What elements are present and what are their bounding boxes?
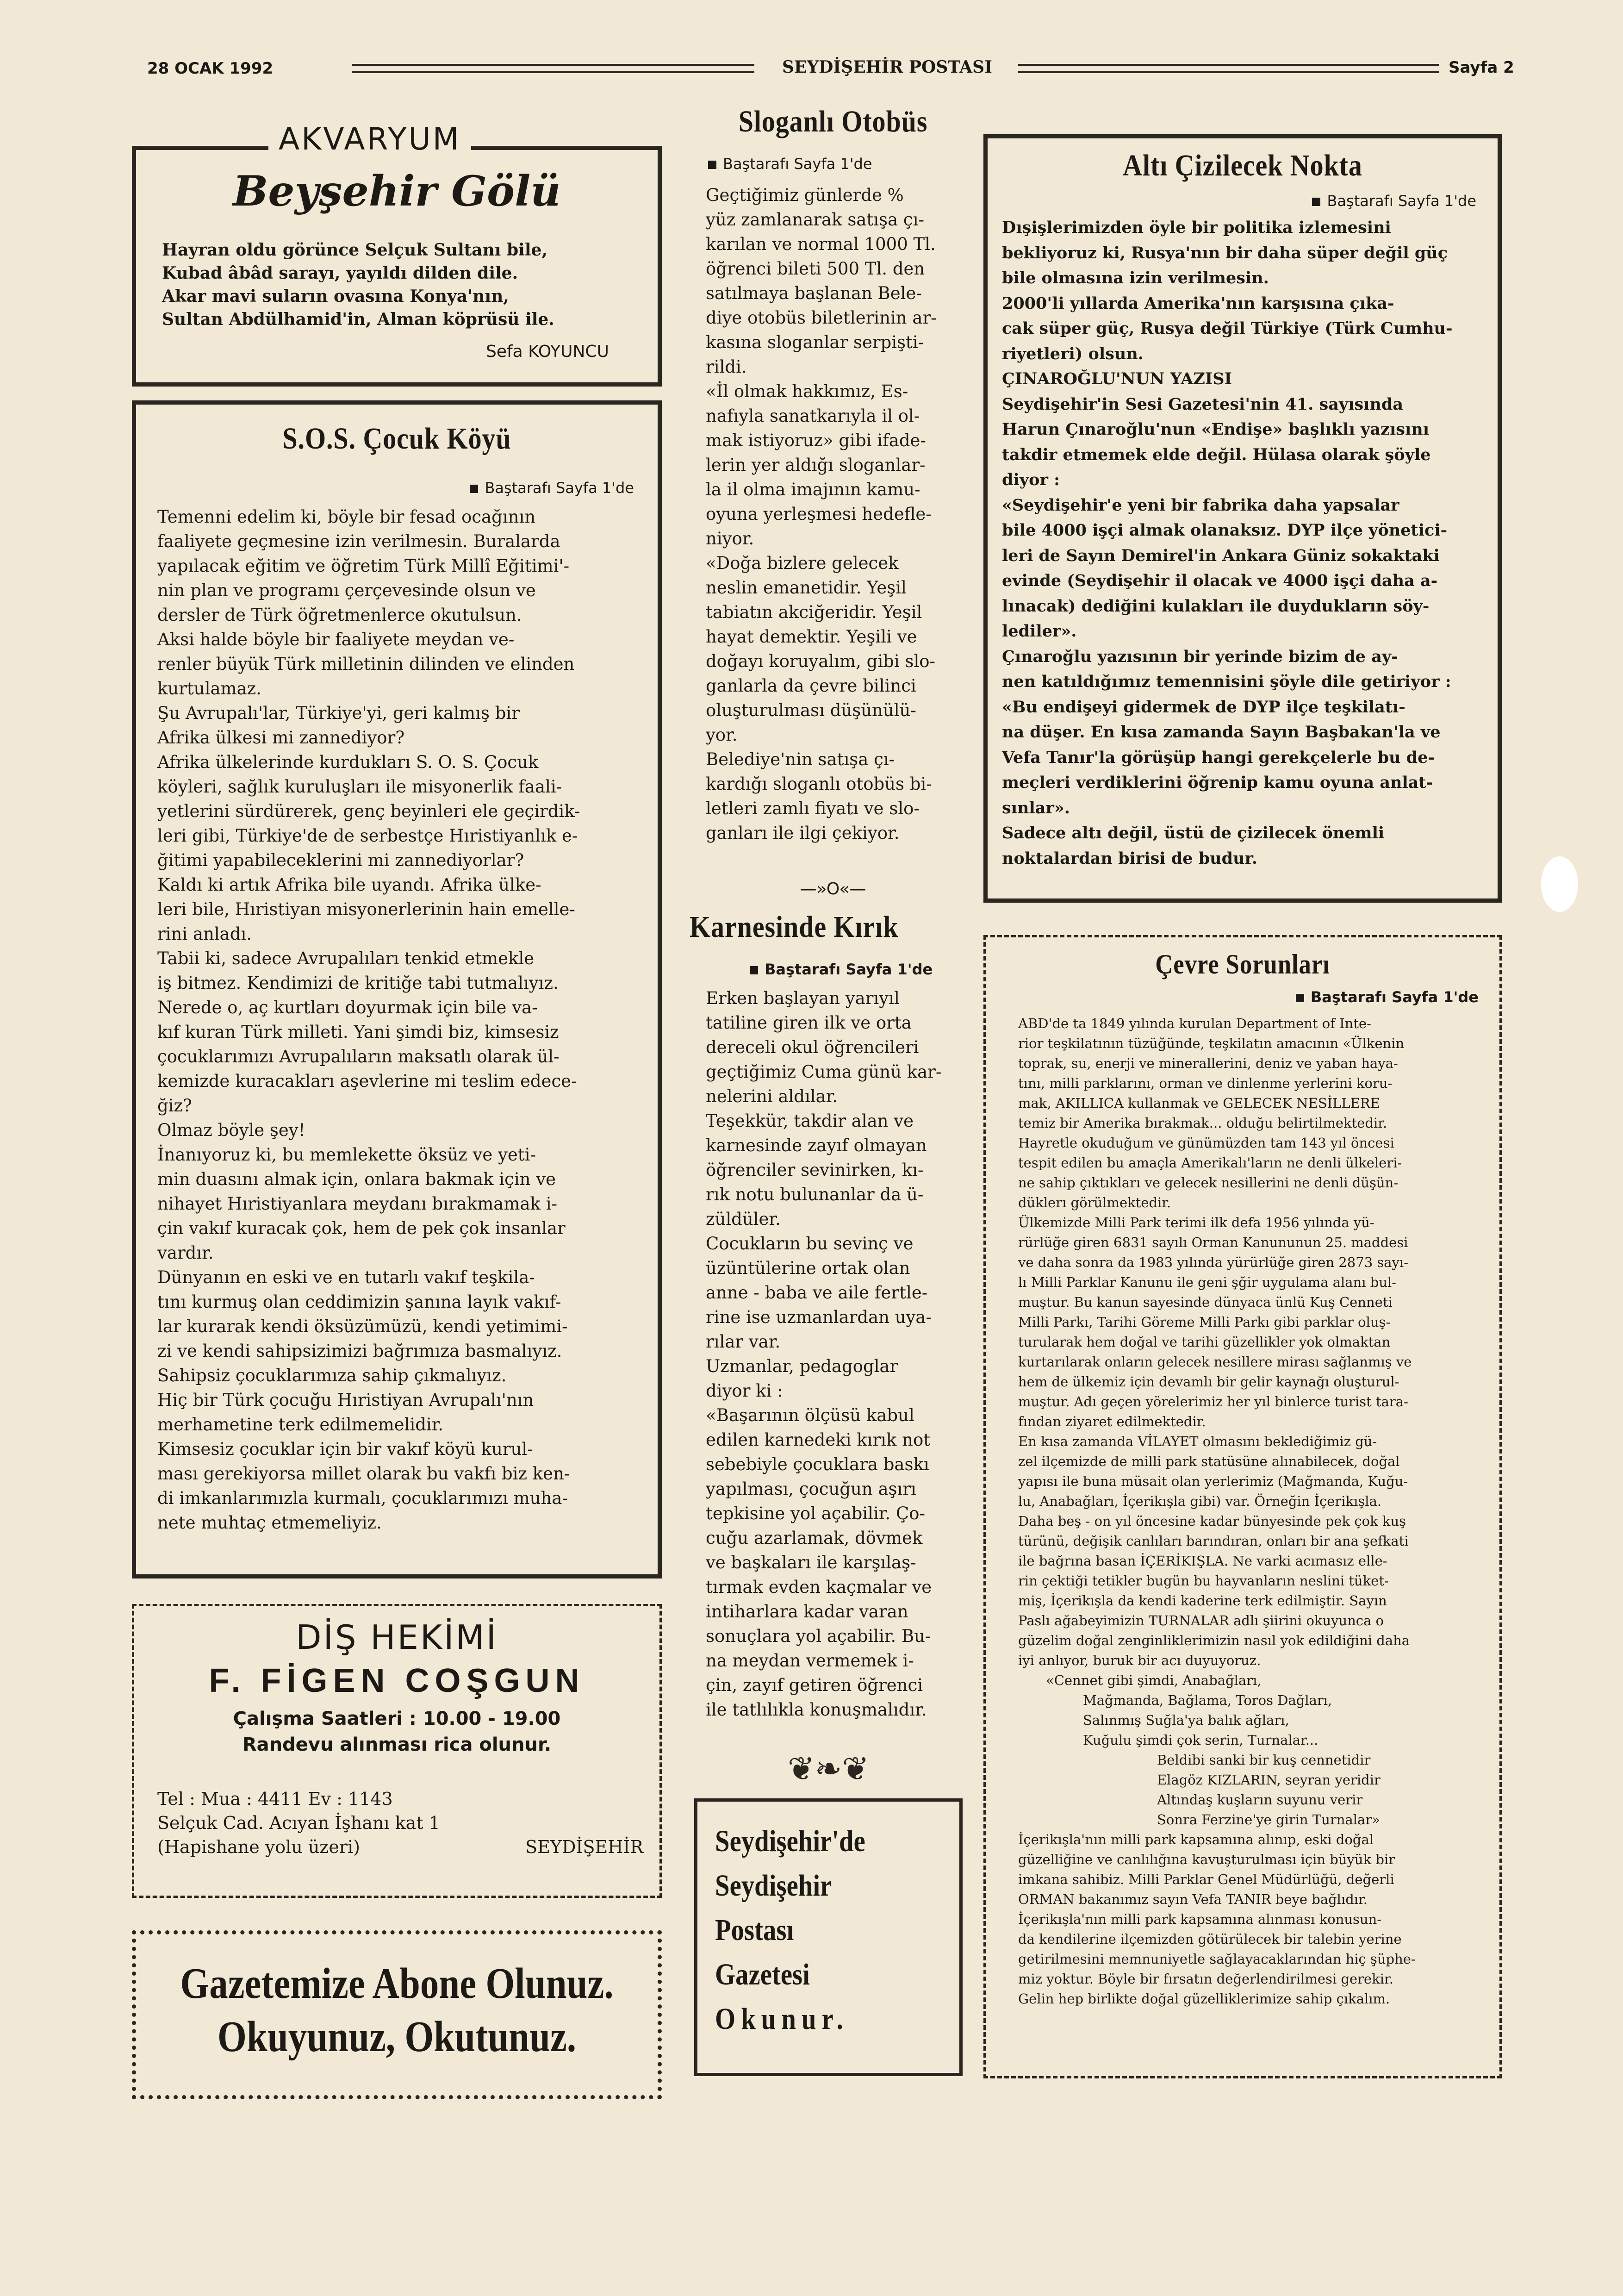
street-address: Selçuk Cad. Acıyan İşhanı kat 1 — [157, 1813, 440, 1833]
text-line: Çınaroğlu yazısının bir yerinde bizim de ay- — [1002, 647, 1398, 666]
text-line: ORMAN bakanımız sayın Vefa TANIR beye bağlıdır. — [1018, 1891, 1368, 1907]
text-line: dereceli okul öğrencileri — [706, 1037, 919, 1057]
text-line: nihayet Hıristiyanlara meydanı bırakmamak i- — [157, 1194, 558, 1214]
text-line: intiharlara kadar varan — [706, 1602, 908, 1622]
text-line: rürlüğe giren 6831 sayılı Orman Kanununun 25. maddesi — [1018, 1235, 1408, 1250]
text-line: ğiz? — [157, 1096, 192, 1116]
address-note-row — [157, 1835, 643, 1859]
poem-line: Sultan Abdülhamid'in, Alman köprüsü ile. — [162, 310, 554, 329]
poem-line: Kuğulu şimdi çok serin, Turnalar... — [1083, 1732, 1318, 1748]
text-line: yor. — [706, 725, 738, 745]
text-line: nelerini aldılar. — [706, 1086, 838, 1106]
text-line: bile olmasına izin verilmesin. — [1002, 268, 1269, 287]
poem-line: Hayran oldu görünce Selçuk Sultanı bile, — [162, 240, 547, 260]
text-line: Vefa Tanır'la görüşüp hangi gerekçelerle bu de- — [1002, 748, 1435, 767]
text-line: «İl olmak hakkımız, Es- — [706, 381, 908, 401]
text-line: İnanıyoruz ki, bu memlekette öksüz ve yeti- — [157, 1145, 536, 1165]
text-line: kemizde kuracakları aşevlerine mi teslim edece- — [157, 1071, 577, 1091]
text-line: Şu Avrupalı'lar, Türkiye'yi, geri kalmış bir — [157, 703, 520, 723]
text-line: Milli Parkı, Tarihi Göreme Milli Parkı gibi parklar oluş- — [1018, 1314, 1391, 1330]
text-line: oluşturulması düşünülü- — [706, 700, 916, 720]
text-line: ABD'de ta 1849 yılında kurulan Department of Inte- — [1018, 1016, 1371, 1031]
text-line: nete muhtaç etmemeliyiz. — [157, 1513, 382, 1533]
text-line: öğrenciler sevinirken, kı- — [706, 1160, 924, 1180]
text-line: lerin yer aldığı sloganlar- — [706, 455, 926, 475]
issue-date: 28 OCAK 1992 — [147, 59, 274, 78]
text-line: rılar var. — [706, 1332, 781, 1352]
text-line: ğitimi yapabileceklerini mi zannediyorlar? — [157, 850, 524, 870]
address-note: (Hapishane yolu üzeri) — [157, 1837, 360, 1857]
text-line: rine ise uzmanlardan uya- — [706, 1307, 932, 1327]
text-line: toprak, su, enerji ve minerallerini, deniz ve yaban haya- — [1018, 1055, 1398, 1071]
text-line: «Başarının ölçüsü kabul — [706, 1405, 914, 1425]
text-line: «Doğa bizlere gelecek — [706, 553, 899, 573]
text-line: Nerede o, aç kurtları doyurmak için bile va- — [157, 998, 538, 1017]
text-line: leri gibi, Türkiye'de de serbestçe Hıristiyanlık e- — [157, 826, 578, 846]
text-line: edilen karnedeki kırık not — [706, 1430, 931, 1450]
dentist-name: F. FİGEN COŞGUN — [209, 1662, 585, 1699]
text-line: muştur. Bu kanun sayesinde dünyaca ünlü Kuş Cenneti — [1018, 1294, 1393, 1310]
dentist-hours — [139, 1706, 655, 1758]
text-line: takdir etmemek elde değil. Hülasa olarak şöyle — [1002, 445, 1431, 464]
ornament-icon: ❦❧❦ — [788, 1750, 869, 1788]
dentist-contact — [157, 1787, 643, 1859]
text-line: diyor : — [1002, 470, 1060, 489]
text-line: ile tatlılıkla konuşmalıdır. — [706, 1700, 927, 1720]
text-line: bekliyoruz ki, Rusya'nın bir daha süper değil güç — [1002, 243, 1448, 262]
text-line: güzelliğine ve canlılığına kavuşturulması için büyük bir — [1018, 1852, 1395, 1867]
text-line: yüz zamlanarak satışa çı- — [706, 210, 924, 230]
text-line: rık notu bulunanlar da ü- — [706, 1185, 924, 1204]
cevre-continuation-ref: Baştarafı Sayfa 1'de — [1240, 988, 1479, 1006]
text-line: çin, zayıf getiren öğrenci — [706, 1675, 923, 1695]
text-line: yapılacak eğitim ve öğretim Türk Millî Eğitimi'- — [157, 556, 570, 576]
text-line: noktalardan birisi de budur. — [1002, 849, 1257, 868]
text-line: zel ilçemizde de milli park statüsüne alınabilecek, doğal — [1018, 1454, 1400, 1469]
text-line: türünü, değişik canlıları barındıran, onları bir ana şefkati — [1018, 1533, 1409, 1549]
dentist-title: DİŞ HEKİMİ — [296, 1618, 498, 1657]
text-line: lu, Anabağları, İçerikışla gibi) var. Örneğin İçerikışla. — [1018, 1493, 1382, 1509]
akvaryum-label: AKVARYUM — [268, 121, 471, 157]
text-line: iş bitmez. Kendimizi de kritiğe tabi tutmalıyız. — [157, 973, 559, 993]
square-bullet-icon — [1296, 994, 1304, 1002]
sos-continuation-ref: Baştarafı Sayfa 1'de — [417, 479, 634, 497]
otobus-continuation-ref: Baştarafı Sayfa 1'de — [708, 155, 949, 173]
poem-line: Altındaş kuşların suyunu verir — [1157, 1792, 1363, 1808]
text-line: köyleri, sağlık kuruluşları ile misyonerlik faali- — [157, 777, 562, 797]
phone-numbers: Tel : Mua : 4411 Ev : 1143 — [157, 1789, 393, 1809]
text-line: kurtarılarak onların gelecek nesillere mirası sağlanmış ve — [1018, 1354, 1412, 1370]
appointment-note: Randevu alınması rica olunur. — [242, 1734, 552, 1755]
text-line: Teşekkür, takdir alan ve — [706, 1111, 914, 1131]
newspaper-name: SEYDİŞEHİR POSTASI — [782, 57, 992, 77]
text-line: düklerı görülmektedir. — [1018, 1195, 1171, 1210]
text-line: turularak hem doğal ve tarihi güzellikler yok olmaktan — [1018, 1334, 1391, 1350]
text-line: rildi. — [706, 357, 747, 377]
otobus-article-body — [706, 183, 963, 845]
text-line: miz yoktur. Böyle bir fırsatın değerlendirilmesi gerekir. — [1018, 1971, 1393, 1987]
cevre-article-body — [1018, 1014, 1486, 2009]
poem-line: Elagöz KIZLARIN, seyran yeridir — [1157, 1772, 1380, 1788]
text-line: «Seydişehir'e yeni bir fabrika daha yapsalar — [1002, 495, 1399, 515]
text-line: çin vakıf kuracak çok, hem de pek çok insanlar — [157, 1218, 566, 1238]
square-bullet-icon — [750, 966, 758, 974]
cevre-headline: Çevre Sorunları — [1155, 949, 1330, 980]
text-line: tabiatın akciğeridir. Yeşil — [706, 602, 922, 622]
text-line: rini anladı. — [157, 924, 252, 944]
text-line: diye otobüs biletlerinin ar- — [706, 308, 937, 328]
text-line: yetlerini sürdürerek, genç beyinleri ele geçirdik- — [157, 801, 580, 821]
text-line: anne - baba ve aile fertle- — [706, 1283, 928, 1303]
promo-line: Seydişehir'de — [715, 1824, 865, 1858]
text-line: tırmak evden kaçmalar ve — [706, 1577, 932, 1597]
subscribe-line-1: Gazetemize Abone Olunuz. — [180, 1959, 614, 2008]
text-line: kardığı sloganlı otobüs bi- — [706, 774, 932, 794]
text-line: cak süper güç, Rusya değil Türkiye (Türk Cumhu- — [1002, 319, 1453, 338]
text-line: Dışişlerimizden öyle bir politika izlemesini — [1002, 218, 1391, 237]
page-number: Sayfa 2 — [1449, 58, 1514, 77]
text-line: dersler de Türk öğretmenlerce okutulsun. — [157, 605, 522, 625]
poem-title: Beyşehir Gölü — [233, 167, 561, 216]
text-line: zi ve kendi sahipsizimizi bağrımıza basmalıyız. — [157, 1341, 562, 1361]
text-line: ile bağrına basan İÇERİKIŞLA. Ne varki acımasız elle- — [1018, 1553, 1387, 1569]
text-line: Sadece altı değil, üstü de çizilecek önemli — [1002, 824, 1385, 842]
text-line: letleri zamlı fiyatı ve slo- — [706, 799, 920, 818]
text-line: çocuklarımızı Avrupalıların maksatlı olarak ül- — [157, 1047, 560, 1067]
text-line: leri bile, Hıristiyan misyonerlerinin hain emelle- — [157, 899, 575, 919]
text-line: Hiç bir Türk çocuğu Hıristiyan Avrupalı'nın — [157, 1390, 534, 1410]
text-line: bile 4000 işçi almak olanaksız. DYP ilçe yönetici- — [1002, 521, 1448, 540]
text-line: muştur. Adı geçen yörelerimiz her yıl binlerce turist tara- — [1018, 1394, 1408, 1410]
cizilecek-continuation-ref: Baştarafı Sayfa 1'de — [1240, 192, 1476, 210]
text-line: ganlarla da çevre bilinci — [706, 676, 916, 696]
text-line: sınlar». — [1002, 798, 1070, 817]
text-line: karnesinde zayıf olmayan — [706, 1136, 927, 1155]
text-line: ve başkaları ile karşılaş- — [706, 1553, 916, 1572]
text-line: mak, AKILLICA kullanmak ve GELECEK NESİLLERE — [1018, 1095, 1380, 1111]
text-line: yapısı ile buna müsait olan yerlerimiz (Mağmanda, Kuğu- — [1018, 1473, 1408, 1489]
text-line: imkana sahibiz. Milli Parklar Genel Müdürlüğü, değerli — [1018, 1872, 1394, 1887]
text-line: Geçtiğimiz günlerde % — [706, 185, 904, 205]
text-line: miş, İçerikışla da kendi kaderine terk edilmiştir. Sayın — [1018, 1593, 1387, 1609]
text-line: cuğu azarlamak, dövmek — [706, 1528, 923, 1548]
text-line: tespit edilen bu amaçla Amerikalı'ların ne denli ülkeleri- — [1018, 1155, 1402, 1171]
text-line: kıf kuran Türk milleti. Yani şimdi biz, kimsesiz — [157, 1022, 559, 1042]
promo-line: Seydişehir — [715, 1869, 832, 1903]
text-line: neslin emanetidir. Yeşil — [706, 578, 907, 598]
promo-text — [715, 1819, 922, 2041]
text-line: tını, milli parklarını, orman ve dinlenme yerlerini koru- — [1018, 1075, 1393, 1091]
poem-line: Akar mavi suların ovasına Konya'nın, — [162, 287, 509, 306]
text-line: Erken başlayan yarıyıl — [706, 988, 900, 1008]
text-line: faaliyete geçmesine izin verilmesin. Buralarda — [157, 531, 560, 551]
text-line: niyor. — [706, 529, 754, 549]
text-line: İçerikışla'nın milli park kapsamına alınması konusun- — [1018, 1911, 1382, 1927]
text-line: evinde (Seydişehir il olacak ve 4000 işçi daha a- — [1002, 571, 1438, 590]
text-line: İçerikışla'nın milli park kapsamına alınıp, eski doğal — [1018, 1832, 1374, 1847]
text-line: Hayretle okuduğum ve günümüzden tam 143 yıl öncesi — [1018, 1135, 1394, 1151]
text-line: di imkanlarımızla kurmalı, çocuklarımızı muha- — [157, 1488, 568, 1508]
sos-headline: S.O.S. Çocuk Köyü — [282, 422, 511, 455]
text-line: mak istiyoruz» gibi ifade- — [706, 430, 926, 450]
text-line: satılmaya başlanan Bele- — [706, 283, 922, 303]
text-line: sonuçlara yol açabilir. Bu- — [706, 1626, 931, 1646]
text-line: na meydan vermemek i- — [706, 1651, 914, 1671]
text-line: «Bu endişeyi gidermek de DYP ilçe teşkilatı- — [1002, 697, 1405, 717]
karne-continuation-ref: Baştarafı Sayfa 1'de — [750, 961, 967, 978]
text-line: Daha beş - on yıl öncesine kadar bünyesinde pek çok kuş — [1018, 1513, 1406, 1529]
text-line: Afrika ülkelerinde kurdukları S. O. S. Çocuk — [157, 752, 539, 772]
poem-author: Sefa KOYUNCU — [486, 342, 609, 361]
text-line: hayat demektir. Yeşili ve — [706, 627, 917, 647]
karne-headline: Karnesinde Kırık — [690, 910, 899, 944]
text-line: diyor ki : — [706, 1381, 783, 1401]
text-line: riyetleri) olsun. — [1002, 344, 1144, 363]
text-line: da kendilerine ilçemizden götürülecek bir talebin yerine — [1018, 1931, 1402, 1947]
header-rule-right — [1018, 64, 1439, 73]
text-line: fından ziyaret edilmektedir. — [1018, 1414, 1206, 1429]
text-line: kurtulamaz. — [157, 679, 261, 699]
text-line: güzelim doğal zenginliklerimizin nasıl yok edildiğini daha — [1018, 1633, 1410, 1648]
poem-line: Beldibi sanki bir kuş cennetidir — [1157, 1752, 1371, 1768]
text-line: karılan ve normal 1000 Tl. — [706, 234, 936, 254]
text-line: Dünyanın en eski ve en tutarlı vakıf teşkila- — [157, 1267, 535, 1287]
text-line: Sahipsiz çocuklarımıza sahip çıkmalıyız. — [157, 1366, 507, 1385]
text-line: ve daha sonra da 1983 yılında yürürlüğe giren 2873 sayı- — [1018, 1254, 1409, 1270]
scan-artifact — [1541, 856, 1578, 912]
text-line: sebebiyle çocuklara baskı — [706, 1454, 929, 1474]
working-hours: Çalışma Saatleri : 10.00 - 19.00 — [233, 1708, 561, 1729]
text-line: tepkisine yol açabilir. Ço- — [706, 1504, 926, 1523]
text-line: nen katıldığımız temennisini şöyle dile getiriyor : — [1002, 672, 1451, 691]
text-line: lınacak) dediğini kulakları ile duydukların söy- — [1002, 596, 1430, 616]
text-line: Cocukların bu sevinç ve — [706, 1234, 914, 1254]
text-line: geçtiğimiz Cuma günü kar- — [706, 1062, 942, 1082]
text-line: lediler». — [1002, 622, 1077, 641]
text-line: rior teşkilatının tüzüğünde, teşkilatın amacının «Ülkenin — [1018, 1036, 1405, 1051]
text-line: Uzmanlar, pedagoglar — [706, 1356, 898, 1376]
text-line: iyi anlıyor, buruk bir acı duyuyoruz. — [1018, 1653, 1261, 1668]
text-line: züldüler. — [706, 1209, 781, 1229]
promo-line: Gazetesi — [715, 1958, 810, 1991]
text-line: na düşer. En kısa zamanda Sayın Başbakan'la ve — [1002, 723, 1441, 742]
text-line: vardır. — [157, 1243, 214, 1263]
cizilecek-article-body — [1002, 215, 1488, 871]
poem-line: Mağmanda, Bağlama, Toros Dağları, — [1083, 1692, 1332, 1708]
text-line: 2000'li yıllarda Amerika'nın karşısına çıka- — [1002, 293, 1394, 313]
text-line: merhametine terk edilmemelidir. — [157, 1415, 444, 1435]
text-line: renler büyük Türk milletinin dilinden ve elinden — [157, 654, 575, 674]
text-line: hem de ülkemiz için devamlı bir gelir kaynağı oluşturul- — [1018, 1374, 1399, 1390]
text-line: Afrika ülkesi mi zannediyor? — [157, 728, 405, 748]
header-rule-left — [352, 64, 754, 73]
text-line: Aksi halde böyle bir faaliyete meydan ve- — [157, 630, 515, 649]
text-line: Kimsesiz çocuklar için bir vakıf köyü kurul- — [157, 1439, 533, 1459]
text-line: leri de Sayın Demirel'in Ankara Güniz sokaktaki — [1002, 546, 1440, 565]
text-line: Tabii ki, sadece Avrupalıları tenkid etmekle — [157, 948, 535, 968]
text-line: üzüntülerine ortak olan — [706, 1258, 910, 1278]
square-bullet-icon — [708, 161, 716, 169]
article-end-mark: —»O«— — [800, 880, 866, 898]
text-line: Olmaz böyle şey! — [157, 1120, 305, 1140]
square-bullet-icon — [1312, 198, 1320, 206]
promo-line: Okunur. — [715, 2002, 849, 2036]
text-line: min duasını almak için, onlara bakmak için ve — [157, 1169, 556, 1189]
text-line: ganları ile ilgi çekiyor. — [706, 823, 900, 843]
text-line: Ülkemizde Milli Park terimi ilk defa 1956 yılında yü- — [1018, 1215, 1374, 1230]
text-line: doğayı koruyalım, gibi slo- — [706, 651, 936, 671]
text-line: lı Milli Parklar Kanunu ile geni şğir uygulama alanı bul- — [1018, 1274, 1397, 1290]
text-line: yapılması, çocuğun aşırı — [706, 1479, 916, 1499]
text-line: Kaldı ki artık Afrika bile uyandı. Afrika ülke- — [157, 875, 541, 895]
city-name: SEYDİŞEHİR — [525, 1837, 643, 1857]
text-line: tını kurmuş olan ceddimizin şanına layık vakıf- — [157, 1292, 561, 1312]
cizilecek-headline: Altı Çizilecek Nokta — [1123, 149, 1362, 182]
text-line: Paslı ağabeyimizin TURNALAR adlı şiirini okuyunca o — [1018, 1613, 1384, 1628]
text-line: tatiline giren ilk ve orta — [706, 1013, 912, 1033]
text-line: Harun Çınaroğlu'nun «Endişe» başlıklı yazısını — [1002, 420, 1429, 439]
text-line: kasına sloganlar serpişti- — [706, 332, 924, 352]
poem-line: «Cennet gibi şimdi, Anabağları, — [1046, 1672, 1262, 1688]
poem-line: Kubad âbâd sarayı, yayıldı dilden dile. — [162, 263, 518, 283]
text-line: ne sahip çıktıkları ve gelecek nesillerini ne denli düşün- — [1018, 1175, 1399, 1191]
subscribe-line-2: Okuyunuz, Okutunuz. — [217, 2013, 577, 2061]
text-line: Seydişehir'in Sesi Gazetesi'nin 41. sayısında — [1002, 394, 1404, 414]
text-line: Gelin hep birlikte doğal güzelliklerimize sahip çıkalım. — [1018, 1991, 1390, 2007]
text-line: rin çektiği tetikler bugün bu hayvanların neslini tüket- — [1018, 1573, 1389, 1589]
karne-article-body — [706, 986, 963, 1722]
text-line: lar kurarak kendi öksüzümüzü, kendi yetimimi- — [157, 1316, 568, 1336]
text-line: nafıyla sanatkarıyla il ol- — [706, 406, 920, 426]
text-line: Temenni edelim ki, böyle bir fesad ocağının — [157, 507, 536, 527]
text-line: ması gerekiyorsa millet olarak bu vakfı biz ken- — [157, 1464, 570, 1484]
sos-article-body — [157, 505, 639, 1535]
text-line: Belediye'nin satışa çı- — [706, 749, 895, 769]
poem-line: Sonra Ferzine'ye girin Turnalar» — [1157, 1812, 1380, 1828]
text-line: öğrenci bileti 500 Tl. den — [706, 259, 925, 279]
text-line: nin plan ve programı çerçevesinde olsun ve — [157, 580, 536, 600]
otobus-headline: Sloganlı Otobüs — [738, 105, 928, 138]
poem-lines — [162, 238, 648, 331]
text-line: la il olma imajının kamu- — [706, 480, 920, 499]
text-line: meçleri verdiklerini öğrenip kamu oyuna anlat- — [1002, 773, 1433, 792]
text-line: oyuna yerleşmesi hedefle- — [706, 504, 932, 524]
text-line: ÇINAROĞLU'NUN YAZISI — [1002, 369, 1232, 388]
text-line: getirilmesini memnuniyetle sağlayacaklarından hiç şüphe- — [1018, 1951, 1416, 1967]
promo-line: Postası — [715, 1913, 794, 1947]
text-line: temiz bir Amerika bırakmak... olduğu belirtilmektedir. — [1018, 1115, 1387, 1131]
poem-line: Salınmış Suğla'ya balık ağları, — [1083, 1712, 1289, 1728]
square-bullet-icon — [470, 485, 478, 493]
text-line: En kısa zamanda VİLAYET olmasını beklediğimiz gü- — [1018, 1434, 1377, 1449]
